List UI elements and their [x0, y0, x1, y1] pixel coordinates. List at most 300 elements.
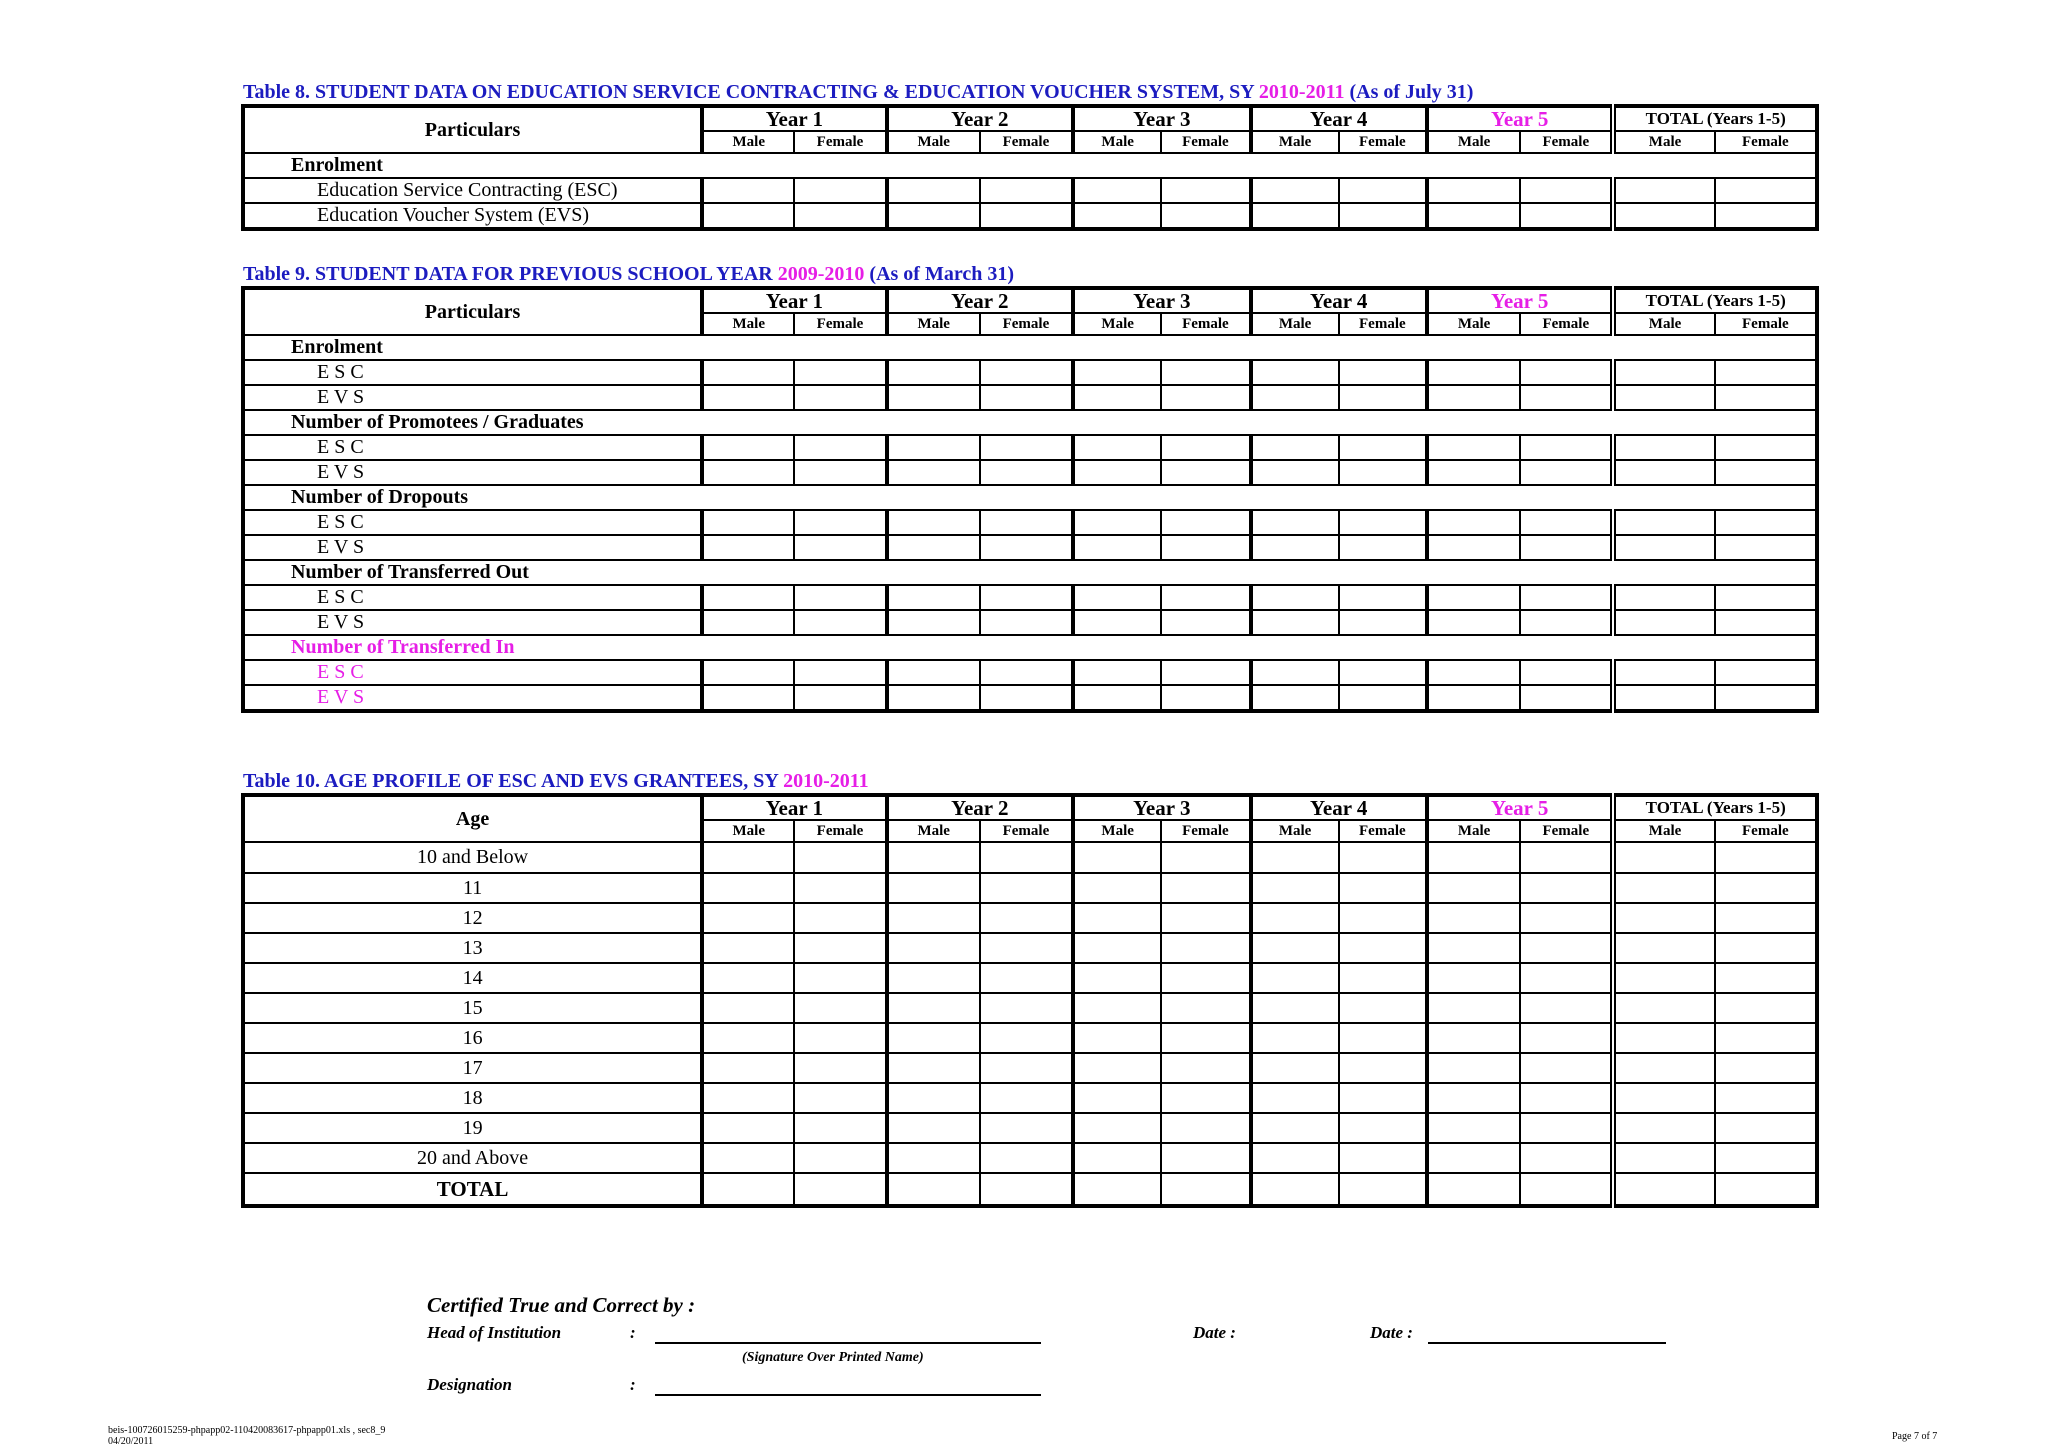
data-cell[interactable] [887, 842, 980, 873]
data-cell[interactable] [794, 993, 886, 1023]
data-cell[interactable] [1073, 1173, 1161, 1206]
data-cell[interactable] [1520, 460, 1613, 485]
data-cell[interactable] [980, 535, 1073, 560]
data-cell[interactable] [1613, 1083, 1714, 1113]
data-cell[interactable] [1251, 842, 1339, 873]
data-cell[interactable] [1161, 360, 1250, 385]
data-cell[interactable] [1073, 385, 1161, 410]
data-cell[interactable] [794, 435, 886, 460]
data-cell[interactable] [1427, 842, 1520, 873]
data-cell[interactable] [1715, 873, 1817, 903]
data-cell[interactable] [1613, 435, 1714, 460]
data-cell[interactable] [702, 1173, 794, 1206]
data-cell[interactable] [702, 360, 794, 385]
data-cell[interactable] [1715, 1053, 1817, 1083]
data-cell[interactable] [1251, 435, 1339, 460]
data-cell[interactable] [1427, 510, 1520, 535]
data-cell[interactable] [1520, 1023, 1613, 1053]
data-cell[interactable] [1161, 963, 1250, 993]
data-cell[interactable] [887, 203, 980, 229]
data-cell[interactable] [702, 1143, 794, 1173]
data-cell[interactable] [1251, 178, 1339, 203]
data-cell[interactable] [1339, 1053, 1427, 1083]
data-cell[interactable] [1073, 842, 1161, 873]
data-cell[interactable] [1073, 873, 1161, 903]
data-cell[interactable] [1073, 963, 1161, 993]
data-cell[interactable] [1073, 660, 1161, 685]
designation-line[interactable] [655, 1394, 1041, 1396]
data-cell[interactable] [794, 1053, 886, 1083]
data-cell[interactable] [702, 435, 794, 460]
data-cell[interactable] [1339, 203, 1427, 229]
data-cell[interactable] [1613, 1053, 1714, 1083]
data-cell[interactable] [1715, 203, 1817, 229]
data-cell[interactable] [980, 360, 1073, 385]
data-cell[interactable] [1251, 585, 1339, 610]
data-cell[interactable] [1161, 1143, 1250, 1173]
data-cell[interactable] [1339, 963, 1427, 993]
data-cell[interactable] [702, 585, 794, 610]
data-cell[interactable] [1161, 435, 1250, 460]
data-cell[interactable] [1339, 535, 1427, 560]
data-cell[interactable] [794, 933, 886, 963]
data-cell[interactable] [1715, 1143, 1817, 1173]
data-cell[interactable] [1427, 1023, 1520, 1053]
data-cell[interactable] [1427, 360, 1520, 385]
data-cell[interactable] [980, 460, 1073, 485]
data-cell[interactable] [1339, 993, 1427, 1023]
data-cell[interactable] [1161, 1023, 1250, 1053]
data-cell[interactable] [1161, 1053, 1250, 1083]
row-label: E V S [243, 610, 702, 635]
data-cell[interactable] [702, 660, 794, 685]
data-cell[interactable] [702, 535, 794, 560]
data-cell[interactable] [1520, 963, 1613, 993]
data-cell[interactable] [1073, 933, 1161, 963]
data-cell[interactable] [1251, 933, 1339, 963]
data-cell[interactable] [702, 178, 794, 203]
data-cell[interactable] [702, 203, 794, 229]
data-cell[interactable] [1427, 873, 1520, 903]
data-cell[interactable] [1520, 178, 1613, 203]
data-cell[interactable] [887, 435, 980, 460]
data-cell[interactable] [1715, 610, 1817, 635]
data-cell[interactable] [702, 903, 794, 933]
data-cell[interactable] [980, 510, 1073, 535]
data-cell[interactable] [794, 842, 886, 873]
data-cell[interactable] [1161, 933, 1250, 963]
data-cell[interactable] [887, 1143, 980, 1173]
data-cell[interactable] [1520, 873, 1613, 903]
data-cell[interactable] [1427, 203, 1520, 229]
data-cell[interactable] [1161, 510, 1250, 535]
data-cell[interactable] [794, 535, 886, 560]
data-cell[interactable] [1073, 1023, 1161, 1053]
data-cell[interactable] [794, 360, 886, 385]
data-cell[interactable] [1339, 660, 1427, 685]
data-cell[interactable] [1161, 610, 1250, 635]
data-cell[interactable] [887, 385, 980, 410]
data-cell[interactable] [1073, 610, 1161, 635]
data-cell[interactable] [887, 1113, 980, 1143]
data-cell[interactable] [794, 660, 886, 685]
data-cell[interactable] [1715, 460, 1817, 485]
data-cell[interactable] [1613, 360, 1714, 385]
data-cell[interactable] [1427, 1113, 1520, 1143]
data-cell[interactable] [1251, 610, 1339, 635]
data-cell[interactable] [1715, 963, 1817, 993]
data-cell[interactable] [887, 178, 980, 203]
data-cell[interactable] [1520, 385, 1613, 410]
data-cell[interactable] [1251, 360, 1339, 385]
section-row [243, 560, 1817, 585]
data-cell[interactable] [887, 1023, 980, 1053]
data-cell[interactable] [794, 1083, 886, 1113]
data-cell[interactable] [1613, 178, 1714, 203]
data-cell[interactable] [1520, 933, 1613, 963]
data-cell[interactable] [1339, 1173, 1427, 1206]
data-cell[interactable] [1613, 903, 1714, 933]
data-cell[interactable] [1613, 610, 1714, 635]
data-cell[interactable] [794, 873, 886, 903]
data-cell[interactable] [1251, 535, 1339, 560]
data-cell[interactable] [1715, 535, 1817, 560]
data-cell[interactable] [1073, 535, 1161, 560]
data-cell[interactable] [1161, 993, 1250, 1023]
data-cell[interactable] [1613, 510, 1714, 535]
data-cell[interactable] [1339, 685, 1427, 711]
data-cell[interactable] [702, 685, 794, 711]
data-cell[interactable] [1613, 585, 1714, 610]
date-label-2: Date : [1370, 1323, 1413, 1342]
data-cell[interactable] [980, 1143, 1073, 1173]
data-cell[interactable] [1073, 203, 1161, 229]
data-cell[interactable] [1520, 435, 1613, 460]
data-cell[interactable] [1520, 510, 1613, 535]
data-cell[interactable] [1073, 460, 1161, 485]
data-cell[interactable] [1073, 510, 1161, 535]
data-cell[interactable] [1073, 1113, 1161, 1143]
data-cell[interactable] [1520, 360, 1613, 385]
data-cell[interactable] [1339, 585, 1427, 610]
data-cell[interactable] [1251, 660, 1339, 685]
data-cell[interactable] [1251, 903, 1339, 933]
data-cell[interactable] [980, 660, 1073, 685]
data-cell[interactable] [980, 963, 1073, 993]
data-cell[interactable] [1251, 203, 1339, 229]
data-cell[interactable] [1715, 660, 1817, 685]
section-label: Number of Promotees / Graduates [243, 410, 1817, 435]
data-cell[interactable] [1715, 510, 1817, 535]
data-cell[interactable] [1161, 1113, 1250, 1143]
data-cell[interactable] [1427, 1143, 1520, 1173]
data-cell[interactable] [794, 903, 886, 933]
data-cell[interactable] [1427, 1053, 1520, 1083]
data-cell[interactable] [702, 1113, 794, 1143]
data-cell[interactable] [1613, 685, 1714, 711]
data-cell[interactable] [1073, 1053, 1161, 1083]
data-cell[interactable] [1520, 685, 1613, 711]
data-cell[interactable] [1613, 1113, 1714, 1143]
data-cell[interactable] [887, 963, 980, 993]
data-cell[interactable] [1339, 933, 1427, 963]
data-cell[interactable] [1339, 1113, 1427, 1143]
data-cell[interactable] [1339, 435, 1427, 460]
data-cell[interactable] [794, 460, 886, 485]
data-cell[interactable] [1073, 903, 1161, 933]
data-cell[interactable] [887, 610, 980, 635]
data-cell[interactable] [980, 178, 1073, 203]
data-cell[interactable] [1715, 385, 1817, 410]
data-cell[interactable] [702, 933, 794, 963]
data-cell[interactable] [887, 585, 980, 610]
data-cell[interactable] [1613, 660, 1714, 685]
data-cell[interactable] [1520, 903, 1613, 933]
data-cell[interactable] [1161, 178, 1250, 203]
data-cell[interactable] [887, 1053, 980, 1083]
data-cell[interactable] [1161, 873, 1250, 903]
data-cell[interactable] [1427, 178, 1520, 203]
data-cell[interactable] [794, 610, 886, 635]
data-cell[interactable] [1161, 203, 1250, 229]
data-cell[interactable] [1613, 1173, 1714, 1206]
data-cell[interactable] [887, 510, 980, 535]
data-cell[interactable] [1161, 585, 1250, 610]
data-cell[interactable] [702, 873, 794, 903]
data-cell[interactable] [1613, 1143, 1714, 1173]
data-cell[interactable] [980, 1173, 1073, 1206]
data-cell[interactable] [1715, 842, 1817, 873]
data-cell[interactable] [702, 385, 794, 410]
data-cell[interactable] [794, 1143, 886, 1173]
data-cell[interactable] [1613, 842, 1714, 873]
data-cell[interactable] [887, 685, 980, 711]
data-cell[interactable] [702, 1083, 794, 1113]
data-cell[interactable] [702, 510, 794, 535]
data-cell[interactable] [1520, 1143, 1613, 1173]
data-cell[interactable] [794, 685, 886, 711]
data-cell[interactable] [1715, 685, 1817, 711]
data-cell[interactable] [1427, 903, 1520, 933]
data-cell[interactable] [1427, 1173, 1520, 1206]
data-cell[interactable] [1251, 1143, 1339, 1173]
data-cell[interactable] [1427, 535, 1520, 560]
data-cell[interactable] [1613, 993, 1714, 1023]
date-line[interactable] [1428, 1342, 1666, 1344]
data-cell[interactable] [1427, 585, 1520, 610]
data-cell[interactable] [980, 903, 1073, 933]
data-cell[interactable] [1073, 1083, 1161, 1113]
data-cell[interactable] [1427, 660, 1520, 685]
data-cell[interactable] [1520, 993, 1613, 1023]
age-row [243, 1143, 1817, 1173]
year-header-2: Year 2 [887, 288, 1073, 313]
data-cell[interactable] [1339, 360, 1427, 385]
data-cell[interactable] [1427, 610, 1520, 635]
data-cell[interactable] [1427, 385, 1520, 410]
data-cell[interactable] [1427, 435, 1520, 460]
data-cell[interactable] [887, 903, 980, 933]
data-cell[interactable] [980, 385, 1073, 410]
data-cell[interactable] [1161, 660, 1250, 685]
data-cell[interactable] [794, 1023, 886, 1053]
data-cell[interactable] [794, 963, 886, 993]
row-label: E V S [243, 460, 702, 485]
data-cell[interactable] [1715, 1113, 1817, 1143]
data-cell[interactable] [980, 585, 1073, 610]
data-cell[interactable] [1613, 873, 1714, 903]
data-cell[interactable] [1161, 1083, 1250, 1113]
data-cell[interactable] [1520, 1053, 1613, 1083]
data-cell[interactable] [1251, 1083, 1339, 1113]
male-header: Male [1073, 131, 1161, 153]
data-cell[interactable] [1520, 660, 1613, 685]
data-cell[interactable] [1715, 933, 1817, 963]
data-cell[interactable] [1339, 610, 1427, 635]
data-cell[interactable] [1339, 510, 1427, 535]
data-cell[interactable] [887, 933, 980, 963]
data-cell[interactable] [1251, 510, 1339, 535]
data-cell[interactable] [1073, 435, 1161, 460]
data-cell[interactable] [1251, 1053, 1339, 1083]
data-cell[interactable] [980, 1023, 1073, 1053]
data-cell[interactable] [1520, 535, 1613, 560]
data-cell[interactable] [1427, 1083, 1520, 1113]
data-cell[interactable] [980, 1113, 1073, 1143]
data-cell[interactable] [1613, 1023, 1714, 1053]
data-cell[interactable] [1339, 1083, 1427, 1113]
data-cell[interactable] [1251, 1113, 1339, 1143]
data-cell[interactable] [1715, 178, 1817, 203]
data-cell[interactable] [980, 1053, 1073, 1083]
data-cell[interactable] [1520, 1083, 1613, 1113]
data-cell[interactable] [1427, 993, 1520, 1023]
data-cell[interactable] [1161, 460, 1250, 485]
data-cell[interactable] [980, 203, 1073, 229]
data-cell[interactable] [1520, 585, 1613, 610]
data-cell[interactable] [1339, 903, 1427, 933]
data-cell[interactable] [794, 385, 886, 410]
data-cell[interactable] [1613, 933, 1714, 963]
data-cell[interactable] [887, 873, 980, 903]
data-cell[interactable] [887, 1083, 980, 1113]
signature-line[interactable] [655, 1342, 1041, 1344]
data-cell[interactable] [702, 963, 794, 993]
data-cell[interactable] [702, 1053, 794, 1083]
data-cell[interactable] [1520, 1113, 1613, 1143]
data-cell[interactable] [1339, 1143, 1427, 1173]
data-cell[interactable] [980, 685, 1073, 711]
data-cell[interactable] [887, 993, 980, 1023]
data-cell[interactable] [1339, 1023, 1427, 1053]
data-cell[interactable] [1073, 178, 1161, 203]
data-cell[interactable] [1251, 385, 1339, 410]
data-cell[interactable] [1251, 1023, 1339, 1053]
data-cell[interactable] [1715, 903, 1817, 933]
data-cell[interactable] [1613, 203, 1714, 229]
data-cell[interactable] [1161, 842, 1250, 873]
data-cell[interactable] [887, 460, 980, 485]
data-cell[interactable] [1161, 1173, 1250, 1206]
data-cell[interactable] [980, 842, 1073, 873]
data-cell[interactable] [1613, 385, 1714, 410]
data-cell[interactable] [702, 1023, 794, 1053]
data-cell[interactable] [1613, 535, 1714, 560]
data-cell[interactable] [702, 610, 794, 635]
age-label: 20 and Above [243, 1143, 702, 1173]
data-cell[interactable] [794, 203, 886, 229]
data-cell[interactable] [1161, 685, 1250, 711]
data-cell[interactable] [794, 1113, 886, 1143]
data-cell[interactable] [980, 933, 1073, 963]
data-cell[interactable] [1520, 1173, 1613, 1206]
data-cell[interactable] [1520, 203, 1613, 229]
data-cell[interactable] [1339, 873, 1427, 903]
data-cell[interactable] [980, 435, 1073, 460]
data-cell[interactable] [1715, 1023, 1817, 1053]
data-cell[interactable] [1339, 842, 1427, 873]
data-cell[interactable] [702, 460, 794, 485]
data-cell[interactable] [1613, 963, 1714, 993]
data-cell[interactable] [1613, 460, 1714, 485]
data-cell[interactable] [887, 660, 980, 685]
data-cell[interactable] [1251, 963, 1339, 993]
data-cell[interactable] [1073, 1143, 1161, 1173]
data-cell[interactable] [1427, 685, 1520, 711]
data-cell[interactable] [1715, 360, 1817, 385]
data-cell[interactable] [1161, 903, 1250, 933]
data-cell[interactable] [794, 1173, 886, 1206]
data-cell[interactable] [1251, 685, 1339, 711]
data-cell[interactable] [1427, 460, 1520, 485]
data-cell[interactable] [1715, 1083, 1817, 1113]
data-cell[interactable] [1520, 610, 1613, 635]
data-cell[interactable] [980, 610, 1073, 635]
data-cell[interactable] [980, 873, 1073, 903]
data-cell[interactable] [1715, 1173, 1817, 1206]
data-cell[interactable] [1161, 385, 1250, 410]
data-cell[interactable] [980, 993, 1073, 1023]
data-cell[interactable] [794, 178, 886, 203]
data-cell[interactable] [702, 993, 794, 1023]
data-cell[interactable] [1520, 842, 1613, 873]
data-cell[interactable] [1073, 360, 1161, 385]
data-cell[interactable] [887, 360, 980, 385]
data-cell[interactable] [887, 1173, 980, 1206]
data-cell[interactable] [1251, 1173, 1339, 1206]
data-cell[interactable] [1339, 385, 1427, 410]
data-cell[interactable] [1073, 585, 1161, 610]
data-cell[interactable] [702, 842, 794, 873]
data-cell[interactable] [1339, 460, 1427, 485]
data-cell[interactable] [1251, 460, 1339, 485]
data-cell[interactable] [794, 510, 886, 535]
data-cell[interactable] [1339, 178, 1427, 203]
data-cell[interactable] [1715, 993, 1817, 1023]
data-cell[interactable] [980, 1083, 1073, 1113]
data-cell[interactable] [1715, 585, 1817, 610]
data-cell[interactable] [1161, 535, 1250, 560]
data-cell[interactable] [1073, 993, 1161, 1023]
data-cell[interactable] [1251, 873, 1339, 903]
data-cell[interactable] [1427, 963, 1520, 993]
data-cell[interactable] [887, 535, 980, 560]
data-cell[interactable] [794, 585, 886, 610]
data-cell[interactable] [1073, 685, 1161, 711]
data-cell[interactable] [1427, 933, 1520, 963]
data-cell[interactable] [1251, 993, 1339, 1023]
data-cell[interactable] [1715, 435, 1817, 460]
